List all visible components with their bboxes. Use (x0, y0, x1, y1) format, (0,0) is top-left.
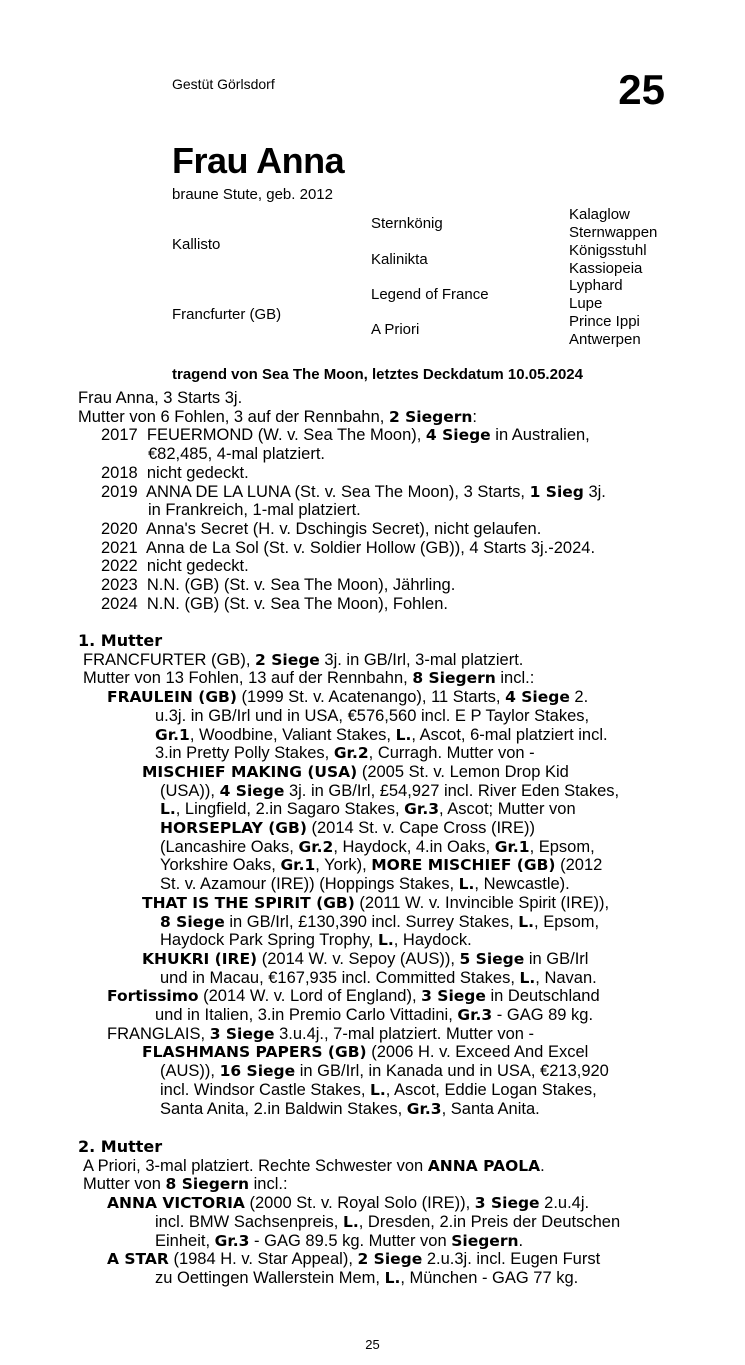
mischief-line-7: St. v. Azamour (IRE)) (Hoppings Stakes, L., Newcastle). (160, 875, 570, 894)
pedigree-sire: Kallisto (172, 236, 221, 253)
anna-victoria-line-1: ANNA VICTORIA (2000 St. v. Royal Solo (IRE)), 3 Siege 2.u.4j. (107, 1194, 590, 1213)
pedigree-sire-dam: Kalinikta (371, 251, 428, 268)
pedigree-g3-6: Lupe (569, 295, 603, 312)
flashmans-line-2: (AUS)), 16 Siege in GB/Irl, in Kanada und in USA, €213,920 (160, 1062, 609, 1081)
first-dam-record: FRANCFURTER (GB), 2 Siege 3j. in GB/Irl, 3-mal platziert. (83, 650, 524, 669)
foal-2023: 2023 N.N. (GB) (St. v. Sea The Moon), Jährling. (101, 576, 456, 595)
pedigree-dam-dam: A Priori (371, 321, 420, 338)
mischief-line-2: (USA)), 4 Siege 3j. in GB/Irl, £54,927 incl. River Eden Stakes, (160, 781, 620, 800)
first-dam-section (78, 632, 668, 1118)
mischief-line-3: L., Lingfield, 2.in Sagaro Stakes, Gr.3, Ascot; Mutter von (160, 800, 576, 819)
flashmans-line-3: incl. Windsor Castle Stakes, L., Ascot, Eddie Logan Stakes, (160, 1080, 597, 1099)
mischief-line-4: HORSEPLAY (GB) (2014 St. v. Cape Cross (IRE)) (160, 819, 535, 838)
foal-2022: 2022 nicht gedeckt. (101, 557, 249, 576)
a-star-line-1: A STAR (1984 H. v. Star Appeal), 2 Siege 2.u.3j. incl. Eugen Furst (107, 1250, 601, 1269)
record-intro: Frau Anna, 3 Starts 3j. (78, 389, 243, 407)
second-dam-record: A Priori, 3-mal platziert. Rechte Schwester von ANNA PAOLA. (83, 1156, 545, 1175)
mischief-line-6: Yorkshire Oaks, Gr.1, York), MORE MISCHIEF (GB) (2012 (160, 856, 603, 875)
fortissimo-line-2: und in Italien, 3.in Premio Carlo Vittadini, Gr.3 - GAG 89 kg. (155, 1006, 594, 1025)
mischief-line-5: (Lancashire Oaks, Gr.2, Haydock, 4.in Oaks, Gr.1, Epsom, (160, 837, 595, 856)
record-mother-of: Mutter von 6 Fohlen, 3 auf der Rennbahn, 2 Siegern: (78, 407, 478, 426)
fraulein-line-1: FRAULEIN (GB) (1999 St. v. Acatenango), 11 Starts, 4 Siege 2. (107, 688, 589, 707)
foal-2019-cont: in Frankreich, 1-mal platziert. (148, 501, 361, 520)
horse-name: Frau Anna (172, 140, 345, 181)
a-star-line-2: zu Oettingen Wallerstein Mem, L., München - GAG 77 kg. (155, 1268, 579, 1287)
foal-2019: 2019 ANNA DE LA LUNA (St. v. Sea The Moon), 3 Starts, 1 Sieg 3j. (101, 482, 606, 501)
pedigree-g3-4: Kassiopeia (569, 260, 643, 277)
spirit-line-3: Haydock Park Spring Trophy, L., Haydock. (160, 931, 472, 950)
horse-description: braune Stute, geb. 2012 (172, 186, 333, 203)
khukri-line-2: und in Macau, €167,935 incl. Committed Stakes, L., Navan. (160, 968, 597, 987)
pedigree-sire-sire: Sternkönig (371, 215, 443, 232)
pedigree-g3-1: Kalaglow (569, 206, 630, 223)
anna-victoria-line-3: Einheit, Gr.3 - GAG 89.5 kg. Mutter von Siegern. (155, 1231, 524, 1250)
spirit-line-1: THAT IS THE SPIRIT (GB) (2011 W. v. Invincible Spirit (IRE)), (142, 893, 610, 912)
anna-victoria-line-2: incl. BMW Sachsenpreis, L., Dresden, 2.in Preis der Deutschen (155, 1212, 621, 1231)
second-dam-heading: 2. Mutter (78, 1137, 163, 1156)
fraulein-line-4: 3.in Pretty Polly Stakes, Gr.2, Curragh. Mutter von - (155, 744, 535, 763)
pedigree-dam: Francfurter (GB) (172, 306, 282, 323)
carrying-note: tragend von Sea The Moon, letztes Deckdatum 10.05.2024 (172, 366, 583, 383)
first-dam-produce: Mutter von 13 Fohlen, 13 auf der Rennbahn, 8 Siegern incl.: (83, 669, 535, 688)
foal-2018: 2018 nicht gedeckt. (101, 463, 249, 482)
pedigree-dam-sire: Legend of France (371, 286, 489, 303)
franglais-line: FRANGLAIS, 3 Siege 3.u.4j., 7-mal platziert. Mutter von - (107, 1024, 534, 1043)
lot-number: 25 (618, 66, 665, 113)
fraulein-line-3: Gr.1, Woodbine, Valiant Stakes, L., Ascot, 6-mal platziert incl. (155, 725, 608, 744)
page-number: 25 (365, 1337, 380, 1352)
pedigree-g3-8: Antwerpen (569, 331, 641, 348)
foal-2020: 2020 Anna's Secret (H. v. Dschingis Secret), nicht gelaufen. (101, 519, 542, 538)
stud-name: Gestüt Görlsdorf (172, 76, 275, 92)
produce-record (78, 389, 668, 613)
pedigree-g3-5: Lyphard (569, 277, 623, 294)
spirit-line-2: 8 Siege in GB/Irl, £130,390 incl. Surrey Stakes, L., Epsom, (160, 912, 600, 931)
fortissimo-line-1: Fortissimo (2014 W. v. Lord of England), 3 Siege in Deutschland (107, 987, 600, 1006)
pedigree-g3-3: Königsstuhl (569, 242, 647, 259)
mischief-line-1: MISCHIEF MAKING (USA) (2005 St. v. Lemon Drop Kid (142, 762, 569, 781)
foal-2017-cont: €82,485, 4-mal platziert. (148, 445, 326, 464)
foal-2021: 2021 Anna de La Sol (St. v. Soldier Hollow (GB)), 4 Starts 3j.-2024. (101, 538, 596, 557)
foal-2024: 2024 N.N. (GB) (St. v. Sea The Moon), Fohlen. (101, 594, 448, 613)
fraulein-line-2: u.3j. in GB/Irl und in USA, €576,560 incl. E P Taylor Stakes, (155, 706, 590, 725)
khukri-line-1: KHUKRI (IRE) (2014 W. v. Sepoy (AUS)), 5 Siege in GB/Irl (142, 949, 589, 968)
foal-2017: 2017 FEUERMOND (W. v. Sea The Moon), 4 Siege in Australien, (101, 426, 590, 445)
pedigree-g3-2: Sternwappen (569, 224, 658, 241)
first-dam-heading: 1. Mutter (78, 631, 163, 650)
second-dam-produce: Mutter von 8 Siegern incl.: (83, 1175, 288, 1194)
pedigree-g3-7: Prince Ippi (569, 313, 640, 330)
flashmans-line-1: FLASHMANS PAPERS (GB) (2006 H. v. Exceed And Excel (142, 1043, 589, 1062)
second-dam-section (78, 1138, 668, 1288)
flashmans-line-4: Santa Anita, 2.in Baldwin Stakes, Gr.3, Santa Anita. (160, 1099, 540, 1118)
